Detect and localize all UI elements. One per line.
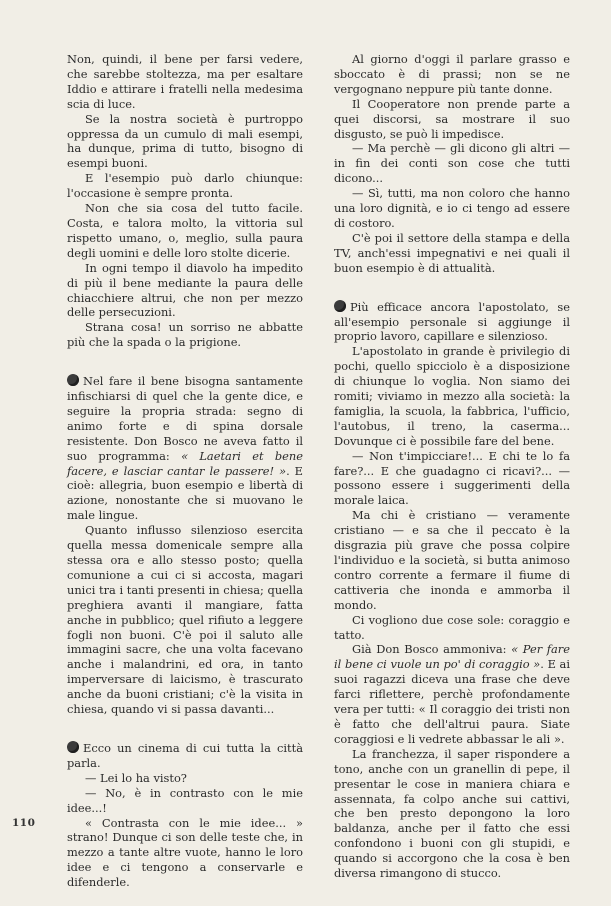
section-bullet-icon [334, 300, 346, 312]
section-lead [67, 741, 303, 771]
section-bullet-icon [67, 374, 79, 386]
dialogue-line: — Non t'impicciare!... E chi te lo fa fare?... E che guadagno ci ricavi?... — possono essere i suggerimenti della morale laica. [334, 448, 570, 508]
dialogue-line: — Ma perchè — gli dicono gli altri — in fin dei conti son cose che tutti dicono... [334, 141, 570, 186]
section-bullet-icon [67, 741, 79, 753]
paragraph: Quanto influsso silenzioso esercita quella messa domenicale sempre alla stessa ora e allo stesso posto; quella comunione a cui ci si accosta, magari unici tra i tanti presenti in chiesa; quella preghiera avanti il mangiare, fatta anche in pubblico; quel rifiuto a leggere fogli non buoni. C'è poi il saluto alle immagini sacre, che una volta facevano anche i malandrini, ed ora, in tanto imperversare di laicismo, è trascurato anche da buoni cristiani; c'è la visita in chiesa, quando vi si passa davanti... [67, 523, 303, 717]
paragraph: La franchezza, il saper rispondere a tono, anche con un granellin di pepe, il presentar le cose in maniera chiara e assennata, fa colpo anche sui cattivi, che ben presto depongono la loro baldanza, anche per il fatto che essi confondono i buoni con gli stupidi, e quando si accorgono che la cosa è ben diversa rimangono di stucco. [334, 746, 570, 881]
paragraph: Non, quindi, il bene per farsi vedere, che sarebbe stoltezza, ma per esaltare Iddio e attirare i fratelli nella medesima scia di luce. [67, 52, 303, 111]
paragraph: Strana cosa! un sorriso ne abbatte più che la spada o la prigione. [67, 320, 303, 350]
paragraph: Ma chi è cristiano — veramente cristiano — e sa che il peccato è la disgrazia più grave che possa colpire l'individuo e la società, si butta animoso contro corrente a fermare il fiume di cattiveria che inonda e ammorba il mondo. [334, 508, 570, 612]
paragraph: Al giorno d'oggi il parlare grasso e sboccato è di prassi; non se ne vergognano neppure più tante donne. [334, 52, 570, 96]
section-lead [334, 300, 570, 345]
motto-quote: « Per fare il bene ci vuole un po' di coraggio » [334, 642, 570, 672]
dialogue-line: — No, è in contrasto con le mie idee...! [67, 785, 303, 815]
paragraph: In ogni tempo il diavolo ha impedito di più il bene mediante la paura delle chiacchiere altrui, che non per mezzo delle persecuzioni. [67, 260, 303, 320]
paragraph: L'apostolato in grande è privilegio di pochi, quello spicciolo è a disposizione di chiunque lo voglia. Non siamo dei romiti; viviamo in mezzo alla società: la famiglia, la scuola, la fabbrica, l'ufficio, l'autobus, il treno, la caserma... Dovunque ci è possibile fare del bene. [334, 344, 570, 448]
section-apostolato [334, 300, 570, 881]
left-column [67, 52, 303, 890]
right-column [334, 52, 570, 881]
text-run: . E ai suoi ragazzi diceva una frase che deve farci riflettere, perchè profondamente vera per tutti: « Il coraggio dei tristi non è fatto che dell'altrui paura. Siate coraggiosi e li vedrete abbassar le ali ». [334, 657, 570, 746]
paragraph [334, 642, 570, 746]
lead-text: Nel fare il bene bisogna santamente infischiarsi di quel che la gente dice, e seguire la propria strada: segno di animo forte e di spina dorsale resistente. Don Bosco ne aveva fatto il suo programma: [67, 374, 303, 463]
lead-text: Più efficace ancora l'apostolato, se all'esempio personale si aggiunge il proprio lavoro, capillare e silenzioso. [334, 299, 570, 344]
section-lead [67, 374, 303, 523]
paragraph: Ci vogliono due cose sole: coraggio e tatto. [334, 612, 570, 642]
paragraph: E l'esempio può darlo chiunque: l'occasione è sempre pronta. [67, 171, 303, 201]
section-cinema [67, 741, 303, 890]
lead-text-after: . E cioè: allegria, buon esempio e libertà di azione, nonostante che si muovano le male lingue. [67, 463, 303, 523]
motto-quote: « Laetari et bene facere, e lasciar cantar le passere! » [67, 448, 304, 478]
section-fare-il-bene [67, 374, 303, 717]
dialogue-line: — Lei lo ha visto? [85, 770, 187, 785]
paragraph: Il Cooperatore non prende parte a quei discorsi, sa mostrare il suo disgusto, se può li impedisce. [334, 96, 570, 141]
dialogue-line: — Sì, tutti, ma non coloro che hanno una loro dignità, e io ci tengo ad essere di costoro. [334, 186, 570, 230]
paragraph: Se la nostra società è purtroppo oppressa da un cumulo di mali esempi, ha dunque, prima di tutto, bisogno di esempi buoni. [67, 111, 303, 171]
page-number: 110 [12, 817, 36, 829]
paragraph: C'è poi il settore della stampa e della TV, anch'essi impegnativi e nei quali il buon esempio è di attualità. [334, 230, 570, 275]
lead-text: Ecco un cinema di cui tutta la città parla. [67, 740, 303, 770]
paragraph: « Contrasta con le mie idee... » strano! Dunque ci son delle teste che, in mezzo a tante altre vuote, hanno le loro idee e ci tengono a conservarle e difenderle. [67, 815, 303, 890]
text-run: Già Don Bosco ammoniva: [352, 642, 512, 657]
paragraph: Non che sia cosa del tutto facile. Costa, e talora molto, la vittoria sul rispetto umano, o, meglio, sulla paura degli uomini e delle loro stolte dicerie. [67, 201, 303, 260]
